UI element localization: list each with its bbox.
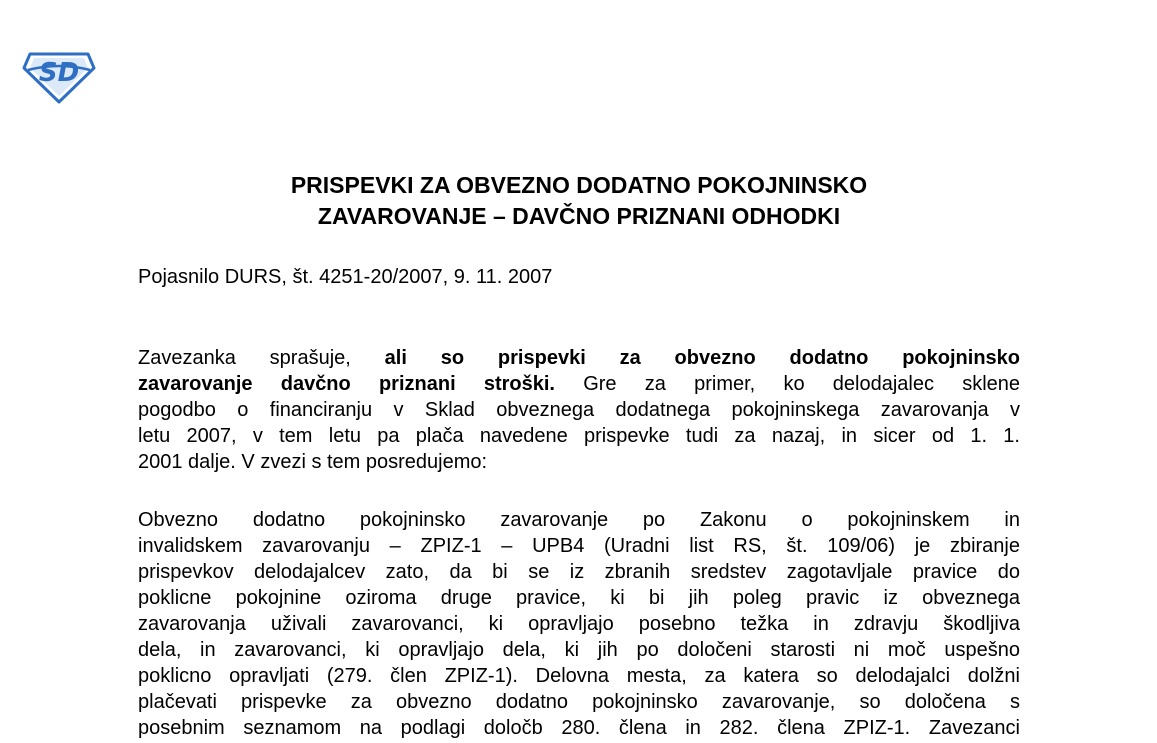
text-line: pogodbo o financiranju v Sklad obveznega dodatnega pokojninskega zavarovanja v bbox=[138, 399, 1020, 421]
paragraph-question bbox=[138, 345, 1020, 475]
text-line: Obvezno dodatno pokojninsko zavarovanje po Zakonu o pokojninskem in bbox=[138, 509, 1020, 531]
text-line: invalidskem zavarovanju – ZPIZ-1 – UPB4 (Uradni list RS, št. 109/06) je zbiranje bbox=[138, 535, 1020, 557]
document-source: Pojasnilo DURS, št. 4251-20/2007, 9. 11. 2007 bbox=[138, 266, 553, 288]
sd-diamond-logo-icon bbox=[22, 48, 96, 104]
question-bold-part-1: ali so prispevki za obvezno dodatno pokojninsko bbox=[384, 347, 1020, 369]
text-line bbox=[138, 371, 1020, 397]
document-title bbox=[138, 170, 1020, 232]
question-continuation: Gre za primer, ko delodajalec sklene bbox=[555, 373, 1021, 395]
question-intro: Zavezanka sprašuje, bbox=[138, 347, 385, 369]
text-line: zavarovanja uživali zavarovanci, ki opravljajo posebno težka in zdravju škodljiva bbox=[138, 613, 1020, 635]
text-line: 2001 dalje. V zvezi s tem posredujemo: bbox=[138, 451, 488, 473]
title-line-1: PRISPEVKI ZA OBVEZNO DODATNO POKOJNINSKO bbox=[290, 172, 868, 198]
text-line: letu 2007, v tem letu pa plača navedene prispevke tudi za nazaj, in sicer od 1. 1. bbox=[138, 425, 1020, 447]
text-line bbox=[138, 345, 1020, 371]
text-line: poklicno opravljati (279. člen ZPIZ-1). Delovna mesta, za katera so delodajalci dolžni bbox=[138, 665, 1020, 687]
text-line: prispevkov delodajalcev zato, da bi se iz zbranih sredstev zagotavljale pravice do bbox=[138, 561, 1020, 583]
logo-text: SD bbox=[38, 58, 80, 88]
text-line: poklicne pokojnine oziroma druge pravice, ki bi jih poleg pravic iz obveznega bbox=[138, 587, 1020, 609]
title-line-2: ZAVAROVANJE – DAVČNO PRIZNANI ODHODKI bbox=[317, 203, 841, 229]
text-line: plačevati prispevke za obvezno dodatno pokojninsko zavarovanje, so določena s bbox=[138, 691, 1020, 713]
question-bold-part-2: zavarovanje davčno priznani stroški. bbox=[138, 373, 555, 395]
text-line: posebnim seznamom na podlagi določb 280. člena in 282. člena ZPIZ-1. Zavezanci bbox=[138, 717, 1020, 739]
paragraph-explanation bbox=[138, 507, 1020, 741]
text-line: dela, in zavarovanci, ki opravljajo dela, ki jih po določeni starosti ni moč uspešno bbox=[138, 639, 1020, 661]
